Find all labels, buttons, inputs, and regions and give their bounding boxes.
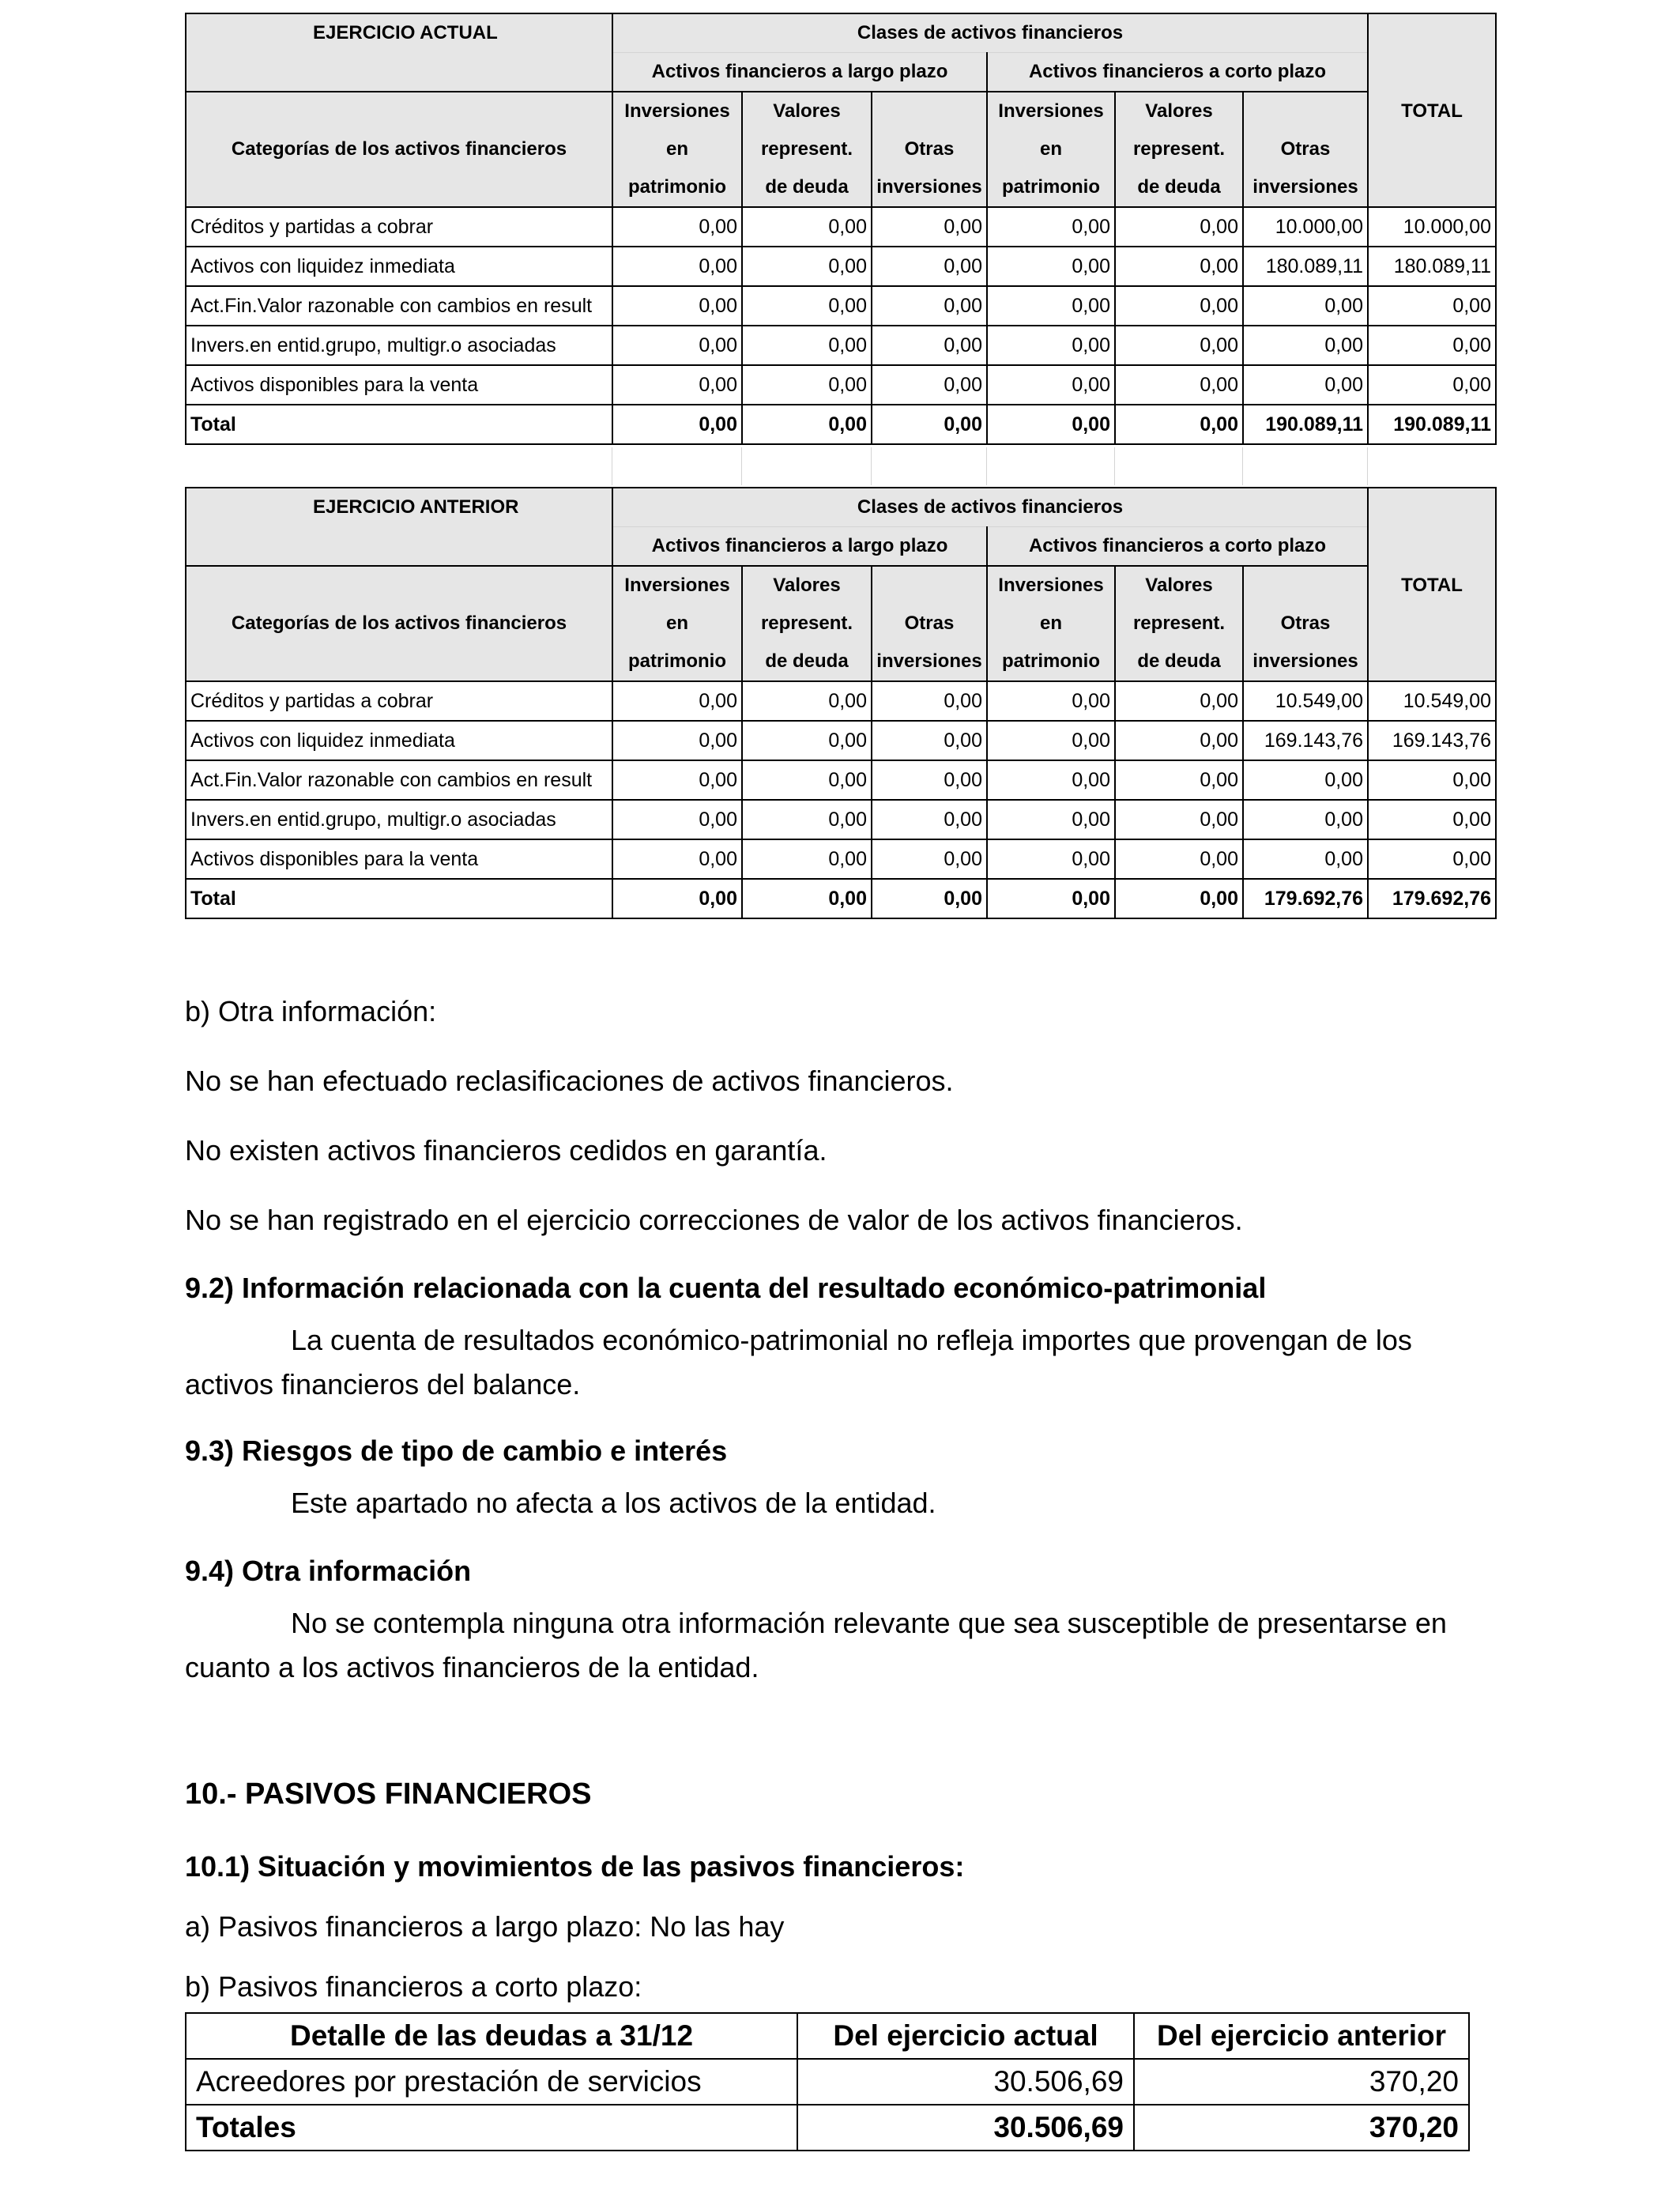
row-label: Invers.en entid.grupo, multigr.o asociadas <box>186 800 612 839</box>
debt-actual: 30.506,69 <box>797 2105 1134 2151</box>
debt-label: Totales <box>186 2105 797 2151</box>
cell-value: 0,00 <box>872 405 987 444</box>
cell-value: 0,00 <box>1368 800 1496 839</box>
cell-value: 0,00 <box>1243 800 1368 839</box>
section-heading-10: 10.- PASIVOS FINANCIEROS <box>185 1777 592 1811</box>
cell-value: 0,00 <box>987 879 1115 918</box>
debt-header: Del ejercicio actual <box>797 2013 1134 2059</box>
long-term-header: Activos financieros a largo plazo <box>612 527 987 567</box>
cell-value: 10.549,00 <box>1368 681 1496 721</box>
col-header: patrimonio <box>987 168 1115 207</box>
table-row <box>186 405 1496 444</box>
cell-value: 179.692,76 <box>1368 879 1496 918</box>
cell-value: 0,00 <box>612 326 742 365</box>
cell-value: 0,00 <box>872 286 987 326</box>
section-heading-9-2: 9.2) Información relacionada con la cuenta del resultado económico-patrimonial <box>185 1272 1267 1304</box>
cell-value: 10.549,00 <box>1243 681 1368 721</box>
cell-value: 0,00 <box>987 721 1115 760</box>
col-header: Inversiones <box>987 566 1115 605</box>
cell-value: 0,00 <box>742 879 872 918</box>
col-header: patrimonio <box>612 168 742 207</box>
row-label: Invers.en entid.grupo, multigr.o asociadas <box>186 326 612 365</box>
long-term-header: Activos financieros a largo plazo <box>612 53 987 92</box>
cell-value: 0,00 <box>987 326 1115 365</box>
col-header: de deuda <box>1115 643 1243 681</box>
table-row <box>186 365 1496 405</box>
table-spacer <box>185 447 1482 485</box>
table-row <box>186 879 1496 918</box>
cell-value: 0,00 <box>742 365 872 405</box>
table-row <box>186 2059 1469 2105</box>
table-title: EJERCICIO ANTERIOR <box>186 488 612 527</box>
cell-value: 0,00 <box>987 405 1115 444</box>
section-heading-9-4: 9.4) Otra información <box>185 1555 472 1587</box>
cell-value: 0,00 <box>987 681 1115 721</box>
short-term-header: Activos financieros a corto plazo <box>987 53 1368 92</box>
col-header: Otras <box>1243 605 1368 643</box>
table-row <box>186 286 1496 326</box>
cell-value: 0,00 <box>872 800 987 839</box>
col-header: en <box>612 605 742 643</box>
cell-value: 0,00 <box>742 839 872 879</box>
paragraph: No se han efectuado reclasificaciones de activos financieros. <box>185 1065 954 1097</box>
col-header: represent. <box>742 605 872 643</box>
category-header: Categorías de los activos financieros <box>186 605 612 643</box>
col-header: de deuda <box>742 643 872 681</box>
cell-value: 0,00 <box>742 207 872 247</box>
cell-value: 0,00 <box>1115 207 1243 247</box>
cell-value: 0,00 <box>987 839 1115 879</box>
paragraph: No existen activos financieros cedidos en garantía. <box>185 1134 827 1167</box>
cell-value: 0,00 <box>612 760 742 800</box>
total-header: TOTAL <box>1368 92 1496 130</box>
cell-value: 0,00 <box>1368 839 1496 879</box>
cell-value: 0,00 <box>987 207 1115 247</box>
cell-value: 0,00 <box>1368 760 1496 800</box>
table-row <box>186 839 1496 879</box>
table-row <box>186 247 1496 286</box>
col-header: Inversiones <box>987 92 1115 130</box>
cell-value: 10.000,00 <box>1368 207 1496 247</box>
cell-value: 0,00 <box>987 247 1115 286</box>
col-header: Valores <box>742 92 872 130</box>
cell-value: 0,00 <box>1368 286 1496 326</box>
cell-value: 0,00 <box>612 286 742 326</box>
col-header: de deuda <box>742 168 872 207</box>
cell-value: 169.143,76 <box>1368 721 1496 760</box>
row-label: Activos con liquidez inmediata <box>186 247 612 286</box>
total-header: TOTAL <box>1368 566 1496 605</box>
cell-value: 0,00 <box>1115 879 1243 918</box>
section-heading-9-3: 9.3) Riesgos de tipo de cambio e interés <box>185 1434 728 1467</box>
col-header: inversiones <box>872 643 987 681</box>
cell-value: 0,00 <box>987 800 1115 839</box>
col-header: patrimonio <box>612 643 742 681</box>
col-header: Inversiones <box>612 92 742 130</box>
row-label: Activos disponibles para la venta <box>186 839 612 879</box>
debt-actual: 30.506,69 <box>797 2059 1134 2105</box>
cell-value: 179.692,76 <box>1243 879 1368 918</box>
category-header: Categorías de los activos financieros <box>186 130 612 168</box>
col-header: inversiones <box>872 168 987 207</box>
col-header: Otras <box>872 130 987 168</box>
paragraph: a) Pasivos financieros a largo plazo: No las hay <box>185 1910 785 1943</box>
col-header: inversiones <box>1243 168 1368 207</box>
table-row <box>186 2105 1469 2151</box>
col-header <box>1243 92 1368 130</box>
cell-value: 0,00 <box>1243 286 1368 326</box>
cell-value: 0,00 <box>612 207 742 247</box>
table-row <box>186 721 1496 760</box>
col-header: Valores <box>1115 92 1243 130</box>
cell-value: 0,00 <box>742 286 872 326</box>
cell-value: 0,00 <box>612 800 742 839</box>
table-row <box>186 681 1496 721</box>
cell-value: 0,00 <box>1243 760 1368 800</box>
cell-value: 0,00 <box>1368 326 1496 365</box>
cell-value: 169.143,76 <box>1243 721 1368 760</box>
cell-value: 0,00 <box>742 326 872 365</box>
cell-value: 0,00 <box>612 405 742 444</box>
col-header: Valores <box>742 566 872 605</box>
financial-assets-table-current <box>185 13 1497 445</box>
group-header: Clases de activos financieros <box>612 488 1368 527</box>
col-header: represent. <box>1115 605 1243 643</box>
cell-value: 0,00 <box>612 721 742 760</box>
row-label: Total <box>186 879 612 918</box>
cell-value: 0,00 <box>1115 405 1243 444</box>
col-header: Otras <box>872 605 987 643</box>
col-header: de deuda <box>1115 168 1243 207</box>
cell-value: 0,00 <box>612 247 742 286</box>
col-header: Valores <box>1115 566 1243 605</box>
section-heading-10-1: 10.1) Situación y movimientos de las pasivos financieros: <box>185 1850 965 1883</box>
col-header: en <box>987 130 1115 168</box>
cell-value: 190.089,11 <box>1243 405 1368 444</box>
paragraph: La cuenta de resultados económico-patrimonial no refleja importes que provengan de los activos financieros del balance. <box>185 1324 1412 1400</box>
cell-value: 0,00 <box>742 681 872 721</box>
group-header: Clases de activos financieros <box>612 13 1368 53</box>
cell-value: 0,00 <box>742 800 872 839</box>
paragraph: Este apartado no afecta a los activos de la entidad. <box>291 1487 936 1519</box>
col-header <box>872 92 987 130</box>
table-title: EJERCICIO ACTUAL <box>186 13 612 53</box>
debt-previous: 370,20 <box>1134 2105 1469 2151</box>
row-label: Activos disponibles para la venta <box>186 365 612 405</box>
cell-value: 0,00 <box>872 326 987 365</box>
cell-value: 0,00 <box>1243 326 1368 365</box>
cell-value: 0,00 <box>1115 839 1243 879</box>
cell-value: 0,00 <box>742 760 872 800</box>
cell-value: 0,00 <box>872 365 987 405</box>
debt-header: Detalle de las deudas a 31/12 <box>186 2013 797 2059</box>
cell-value: 0,00 <box>872 839 987 879</box>
row-label: Total <box>186 405 612 444</box>
row-label: Act.Fin.Valor razonable con cambios en result <box>186 760 612 800</box>
col-header: patrimonio <box>987 643 1115 681</box>
debts-table <box>185 2012 1470 2151</box>
row-label: Créditos y partidas a cobrar <box>186 207 612 247</box>
debt-previous: 370,20 <box>1134 2059 1469 2105</box>
cell-value: 0,00 <box>612 839 742 879</box>
cell-value: 0,00 <box>987 760 1115 800</box>
cell-value: 0,00 <box>1115 365 1243 405</box>
debt-label: Acreedores por prestación de servicios <box>186 2059 797 2105</box>
short-term-header: Activos financieros a corto plazo <box>987 527 1368 567</box>
col-header <box>1243 566 1368 605</box>
cell-value: 0,00 <box>1115 721 1243 760</box>
cell-value: 0,00 <box>742 405 872 444</box>
col-header: Otras <box>1243 130 1368 168</box>
cell-value: 0,00 <box>872 879 987 918</box>
col-header: Inversiones <box>612 566 742 605</box>
cell-value: 0,00 <box>1115 800 1243 839</box>
table-row <box>186 326 1496 365</box>
financial-assets-table-previous <box>185 487 1497 919</box>
cell-value: 0,00 <box>1368 365 1496 405</box>
paragraph: b) Pasivos financieros a corto plazo: <box>185 1970 642 2003</box>
cell-value: 0,00 <box>612 365 742 405</box>
paragraph: No se contempla ninguna otra información relevante que sea susceptible de presentarse en cuanto a los activos financieros de la entidad. <box>185 1607 1447 1683</box>
col-header: inversiones <box>1243 643 1368 681</box>
cell-value: 0,00 <box>1243 839 1368 879</box>
cell-value: 0,00 <box>1115 326 1243 365</box>
debt-header: Del ejercicio anterior <box>1134 2013 1469 2059</box>
col-header: represent. <box>1115 130 1243 168</box>
cell-value: 0,00 <box>872 207 987 247</box>
cell-value: 180.089,11 <box>1243 247 1368 286</box>
col-header: en <box>987 605 1115 643</box>
paragraph: No se han registrado en el ejercicio correcciones de valor de los activos financieros. <box>185 1204 1243 1236</box>
cell-value: 0,00 <box>872 721 987 760</box>
cell-value: 0,00 <box>612 681 742 721</box>
col-header: represent. <box>742 130 872 168</box>
row-label: Créditos y partidas a cobrar <box>186 681 612 721</box>
cell-value: 190.089,11 <box>1368 405 1496 444</box>
table-row <box>186 800 1496 839</box>
cell-value: 0,00 <box>987 286 1115 326</box>
row-label: Act.Fin.Valor razonable con cambios en result <box>186 286 612 326</box>
cell-value: 0,00 <box>1115 681 1243 721</box>
cell-value: 0,00 <box>742 247 872 286</box>
cell-value: 0,00 <box>872 247 987 286</box>
cell-value: 10.000,00 <box>1243 207 1368 247</box>
cell-value: 0,00 <box>872 681 987 721</box>
table-row <box>186 207 1496 247</box>
cell-value: 0,00 <box>1115 286 1243 326</box>
cell-value: 0,00 <box>1115 247 1243 286</box>
cell-value: 0,00 <box>1243 365 1368 405</box>
cell-value: 0,00 <box>872 760 987 800</box>
col-header <box>872 566 987 605</box>
col-header: en <box>612 130 742 168</box>
row-label: Activos con liquidez inmediata <box>186 721 612 760</box>
cell-value: 0,00 <box>987 365 1115 405</box>
cell-value: 0,00 <box>612 879 742 918</box>
table-row <box>186 760 1496 800</box>
other-info-subheading: b) Otra información: <box>185 995 437 1027</box>
cell-value: 0,00 <box>742 721 872 760</box>
cell-value: 0,00 <box>1115 760 1243 800</box>
cell-value: 180.089,11 <box>1368 247 1496 286</box>
